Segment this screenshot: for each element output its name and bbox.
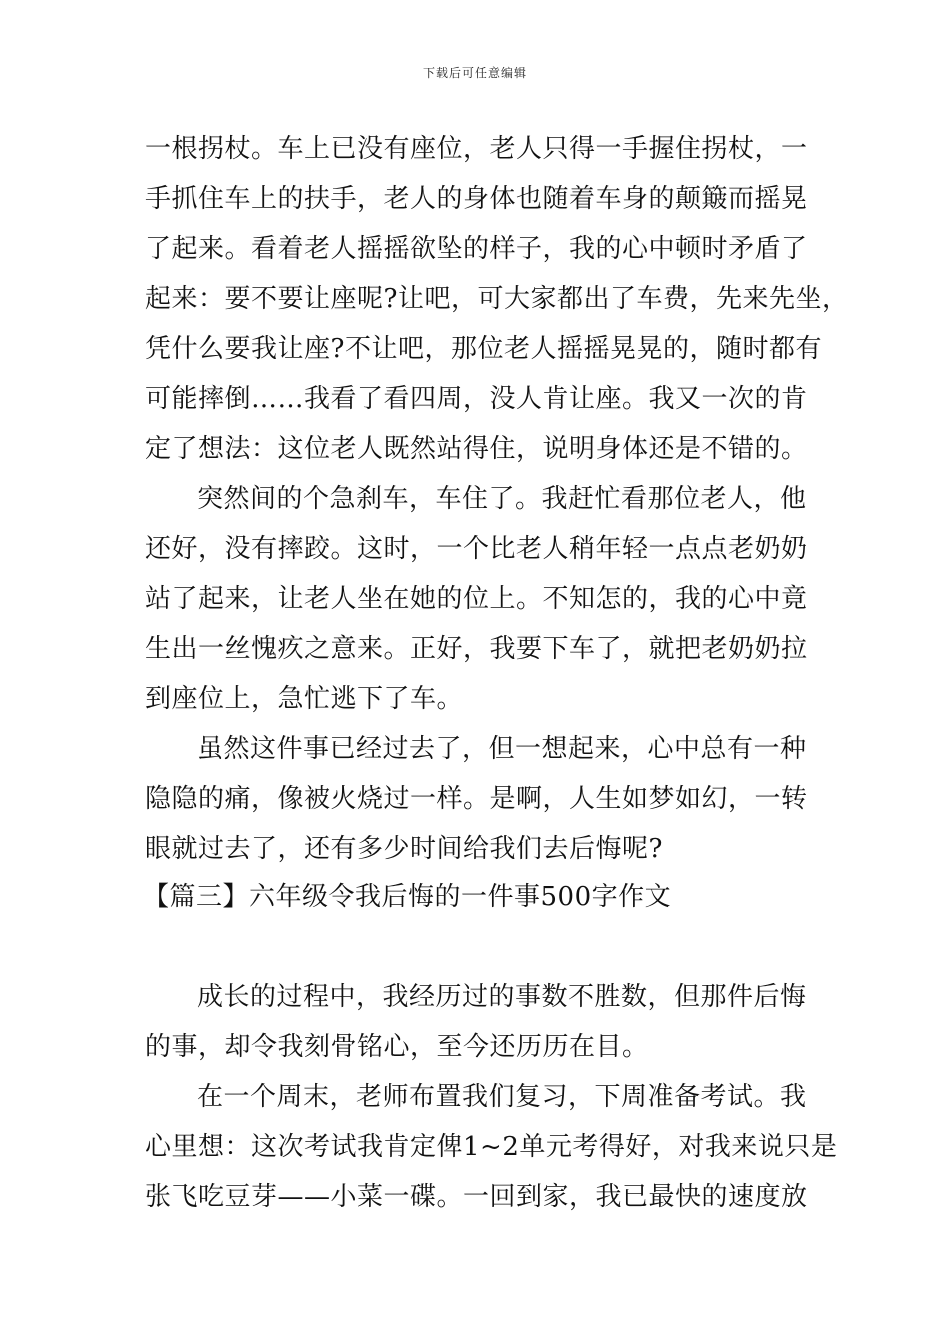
text-line: 到座位上，急忙逃下了车。	[145, 684, 464, 714]
text-line: 眼就过去了，还有多少时间给我们去后悔呢?	[145, 834, 663, 864]
text-line: 定了想法：这位老人既然站得住，说明身体还是不错的。	[145, 434, 808, 464]
paragraph-first-line: 成长的过程中，我经历过的事数不胜数，但那件后悔	[197, 982, 807, 1012]
paragraph-first-line: 突然间的个急刹车，车住了。我赶忙看那位老人，他	[197, 484, 807, 514]
text-line: 可能摔倒……我看了看四周，没人肯让座。我又一次的肯	[145, 384, 808, 414]
text-line: 手抓住车上的扶手，老人的身体也随着车身的颠簸而摇晃	[145, 184, 808, 214]
text-line: 的事，却令我刻骨铭心，至今还历历在目。	[145, 1032, 649, 1062]
section-heading: 【篇三】六年级令我后悔的一件事500字作文	[143, 882, 672, 912]
text-line: 站了起来，让老人坐在她的位上。不知怎的，我的心中竟	[145, 584, 808, 614]
text-line: 一根拐杖。车上已没有座位，老人只得一手握住拐杖，一	[145, 134, 808, 164]
text-line: 凭什么要我让座?不让吧，那位老人摇摇晃晃的，随时都有	[145, 334, 822, 364]
text-line: 起来：要不要让座呢?让吧，可大家都出了车费，先来先坐，	[145, 284, 849, 314]
paragraph-first-line: 在一个周末，老师布置我们复习，下周准备考试。我	[197, 1082, 807, 1112]
text-line: 隐隐的痛，像被火烧过一样。是啊，人生如梦如幻，一转	[145, 784, 808, 814]
text-line: 心里想：这次考试我肯定俾1~2单元考得好，对我来说只是	[145, 1132, 838, 1162]
page-header: 下载后可任意编辑	[422, 66, 527, 80]
text-line: 张飞吃豆芽——小菜一碟。一回到家，我已最快的速度放	[145, 1182, 808, 1212]
text-line: 了起来。看着老人摇摇欲坠的样子，我的心中顿时矛盾了	[145, 234, 808, 264]
paragraph-first-line: 虽然这件事已经过去了，但一想起来，心中总有一种	[197, 734, 807, 764]
text-line: 生出一丝愧疚之意来。正好，我要下车了，就把老奶奶拉	[145, 634, 808, 664]
text-line: 还好，没有摔跤。这时，一个比老人稍年轻一点点老奶奶	[145, 534, 808, 564]
